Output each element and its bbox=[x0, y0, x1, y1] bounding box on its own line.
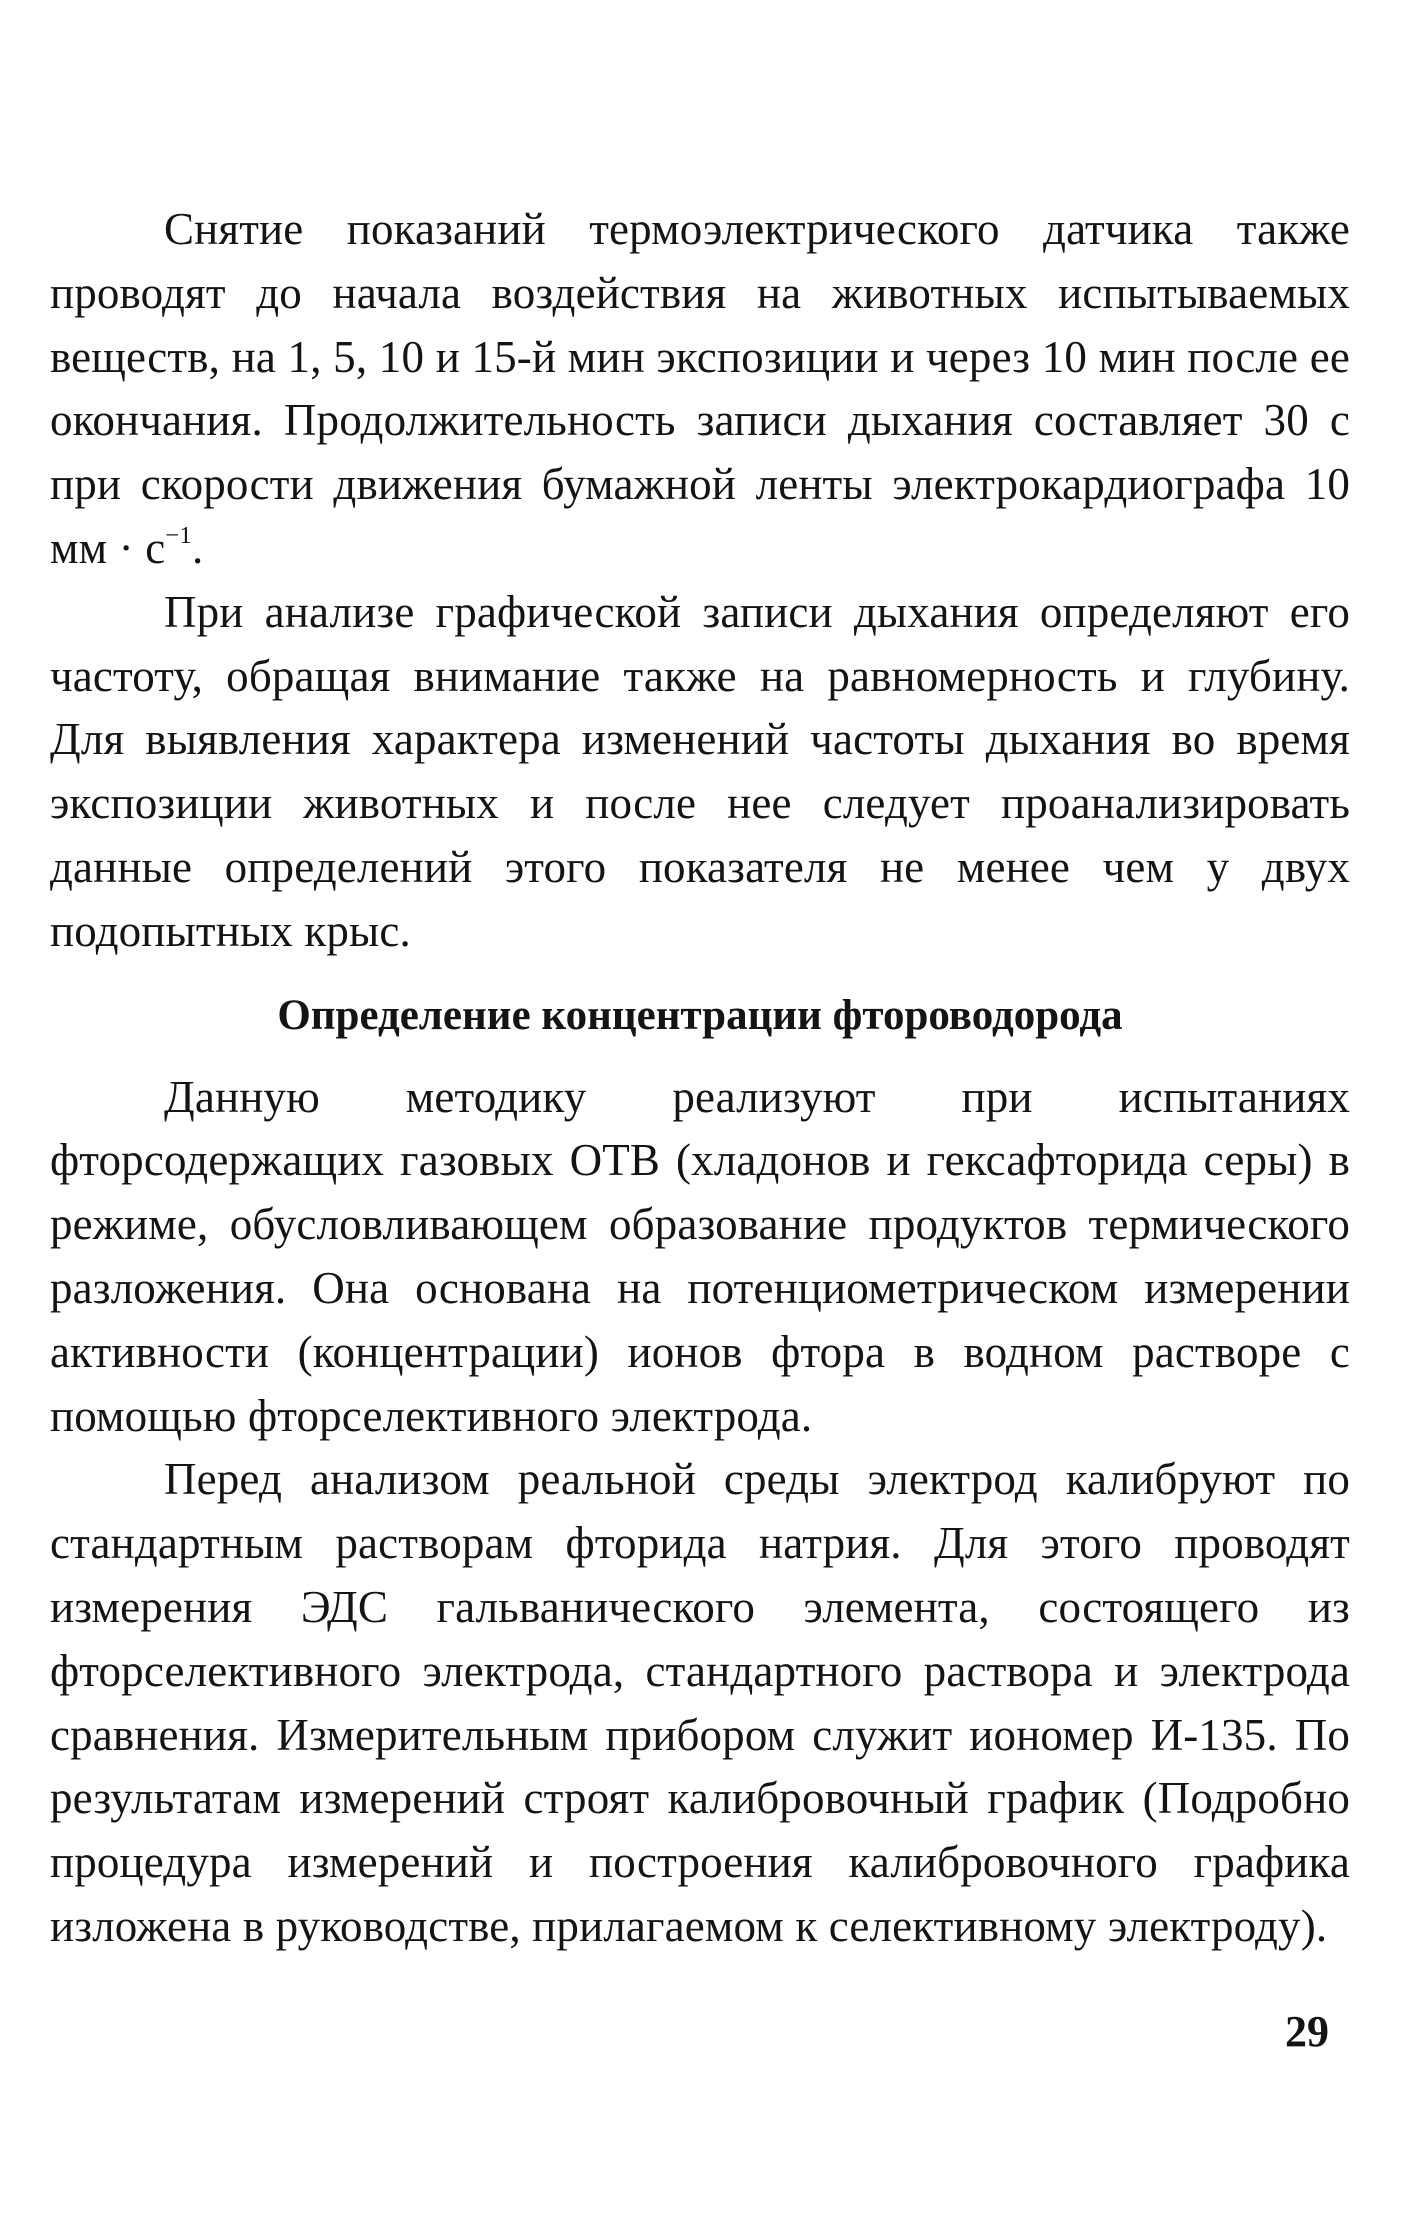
paragraph-sensor-readings bbox=[50, 198, 1350, 581]
paragraph-text: Снятие показаний термоэлектрического датчика также проводят до начала воздействия на животных испытываемых веществ, на 1, 5, 10 и 15-й мин экспозиции и через 10 мин после ее окончания. Продолжительность записи дыхания составляет 30 с при скорости движения бумажной ленты электрокардиографа 10 мм · с bbox=[50, 204, 1350, 573]
superscript-exponent: −1 bbox=[165, 522, 192, 550]
paragraph-breathing-analysis: При анализе графической записи дыхания определяют его частоту, обращая внимание также на равномерность и глубину. Для выявления характера изменений частоты дыхания во время экспозиции животных и после нее следует проанализировать данные определений этого показателя не менее чем у двух подопытных крыс. bbox=[50, 586, 1350, 956]
paragraph-text-end: . bbox=[191, 522, 204, 573]
page-content bbox=[50, 198, 1350, 1959]
section-heading: Определение концентрации фтороводорода bbox=[277, 991, 1123, 1039]
page-number: 29 bbox=[1285, 2007, 1329, 2056]
paragraph-calibration: Перед анализом реальной среды электрод калибруют по стандартным растворам фторида натрия. Для этого проводят измерения ЭДС гальванического элемента, состоящего из фторселективного электрода, стандартного раствора и электрода сравнения. Измерительным прибором служит иономер И-135. По результатам измерений строят калибровочный график (Подробно процедура измерений и построения калибровочного графика изложена в руководстве, прилагаемом к селективному электроду). bbox=[50, 1454, 1350, 1951]
paragraph-method-description: Данную методику реализуют при испытаниях фторсодержащих газовых ОТВ (хладонов и гексафторида серы) в режиме, обусловливающем образование продуктов термического разложения. Она основана на потенциометрическом измерении активности (концентрации) ионов фтора в водном растворе с помощью фторселективного электрода. bbox=[50, 1071, 1350, 1441]
